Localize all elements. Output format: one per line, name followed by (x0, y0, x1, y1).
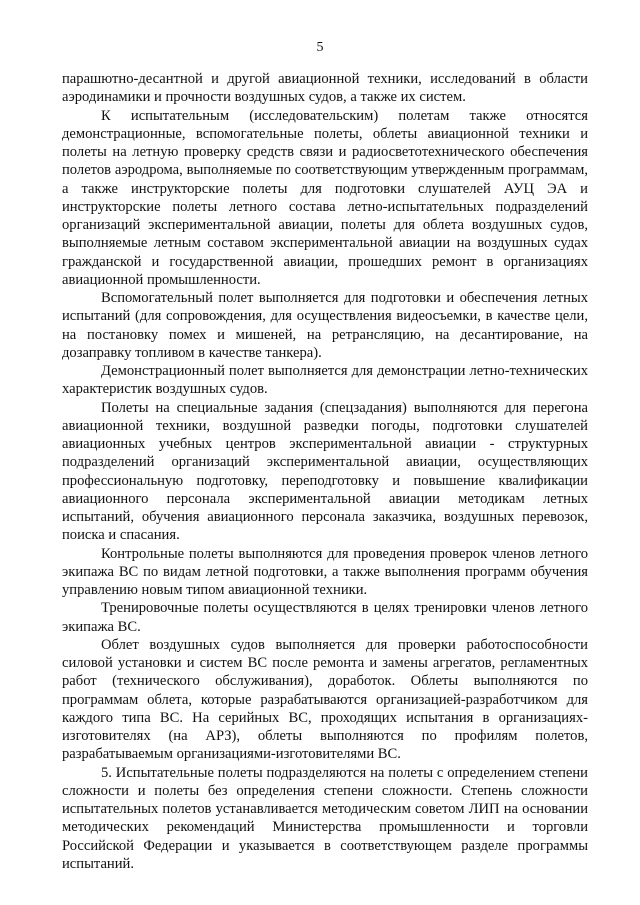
paragraph-continuation: парашютно-десантной и другой авиационной техники, исследований в области аэродинамики и прочности воздушных судов, а также их систем. (62, 71, 588, 106)
paragraph-special-task-flights: Полеты на специальные задания (спецзадания) выполняются для перегона авиационной техники, воздушной разведки погоды, подготовки слушателей авиационных учебных центров экспериментальной авиации - структурных подразделений организаций экспериментальной авиации, осуществляющих профессиональную подготовку, переподготовку и повышение квалификации авиационного персонала экспериментальной авиации методикам летных испытаний, обучения авиационного персонала заказчика, воздушных перевозок, поиска и спасания. (62, 399, 588, 544)
paragraph-training-flights: Тренировочные полеты осуществляются в целях тренировки членов летного экипажа ВС. (62, 600, 588, 635)
page-number: 5 (316, 40, 324, 55)
paragraph-test-flight-types: К испытательным (исследовательским) полетам также относятся демонстрационные, вспомогательные полеты, облеты авиационной техники и полеты на летную проверку средств связи и радиосветотехнического обеспечения полетов аэродрома, выполняемые по соответствующим утвержденным программам, а также инструкторские полеты для подготовки слушателей АУЦ ЭА и инструкторские полеты летного состава летно-испытательных подразделений организаций экспериментальной авиации, полеты для облета воздушных судов, выполняемые летным составом экспериментальной авиации на воздушных судах гражданской и государственной авиации, прошедших ремонт в организациях авиационной промышленности. (62, 107, 588, 288)
paragraph-control-flights: Контрольные полеты выполняются для проведения проверок членов летного экипажа ВС по видам летной подготовки, а также выполнения программ обучения управлению новым типом авиационной техники. (62, 545, 588, 598)
document-body (62, 70, 588, 873)
paragraph-aircraft-overflight: Облет воздушных судов выполняется для проверки работоспособности силовой установки и систем ВС после ремонта и замены агрегатов, регламентных работ (технического обслуживания), доработок. Облеты выполняются по программам облета, которые разрабатываются организацией-разработчиком для каждого типа ВС. На серийных ВС, проходящих испытания в организациях-изготовителях (на АРЗ), облеты выполняются по профилям полетов, разрабатываемым организациями-изготовителями ВС. (62, 636, 588, 763)
paragraph-demonstration-flight: Демонстрационный полет выполняется для демонстрации летно-технических характеристик воздушных судов. (62, 363, 588, 398)
paragraph-auxiliary-flight: Вспомогательный полет выполняется для подготовки и обеспечения летных испытаний (для сопровождения, для осуществления видеосъемки, в качестве цели, на постановку помех и мишеней, на ретрансляцию, на десантирование, на дозаправку топливом в качестве танкера). (62, 290, 588, 361)
paragraph-complexity-classification: 5. Испытательные полеты подразделяются на полеты с определением степени сложности и полеты без определения степени сложности. Степень сложности испытательных полетов устанавливается методическим советом ЛИП на основании методических рекомендаций Министерства промышленности и торговли Российской Федерации и указывается в соответствующем разделе программы испытаний. (62, 764, 588, 872)
